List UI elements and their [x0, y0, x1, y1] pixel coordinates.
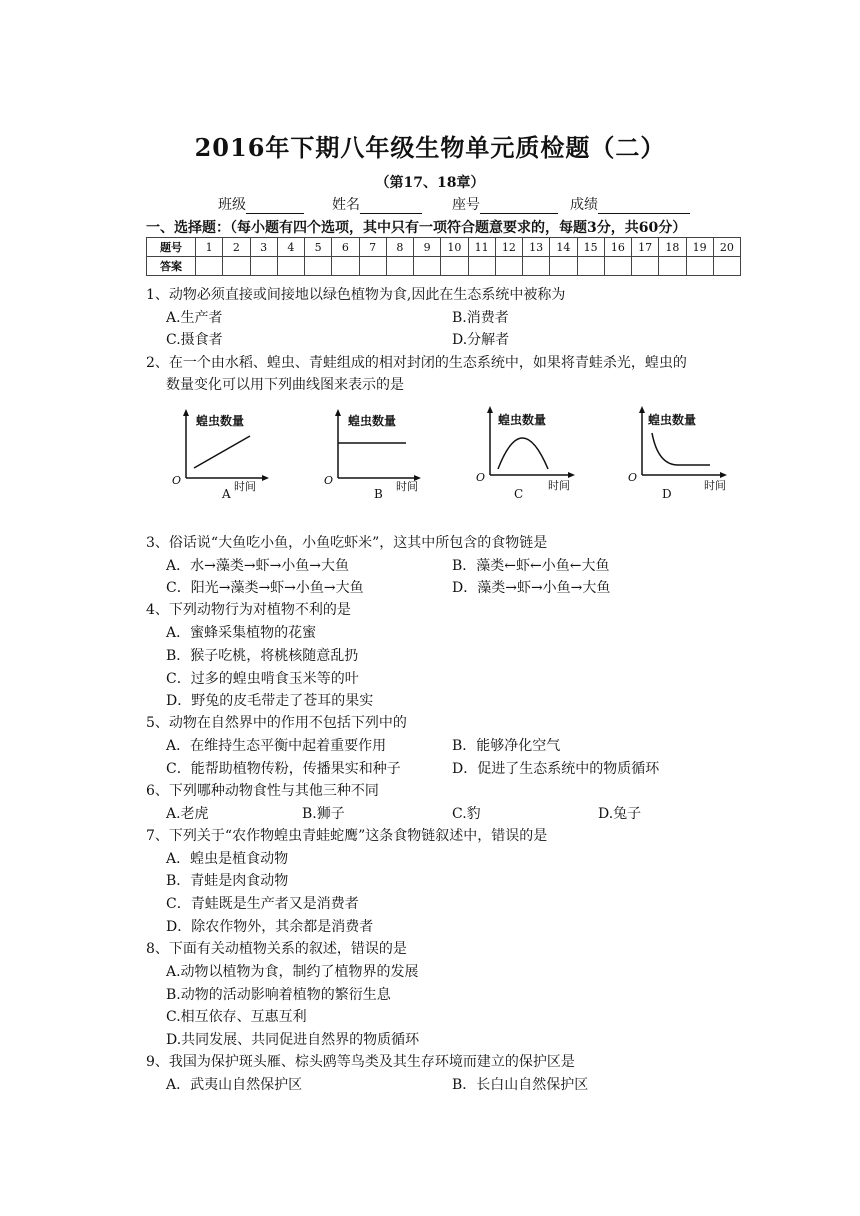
answer-cell[interactable]: [523, 257, 550, 276]
graph-a-origin: O: [172, 474, 182, 487]
table-cell-number: 3: [250, 238, 277, 257]
table-cell-number: 17: [632, 238, 659, 257]
question-5-option-b: B．能够净化空气: [452, 738, 561, 754]
name-label: 姓名: [332, 197, 360, 213]
table-cell-number: 20: [713, 238, 740, 257]
answer-cell[interactable]: [713, 257, 740, 276]
section-heading: 一、选择题：（每小题有四个选项，其中只有一项符合题意要求的，每题3分，共60分）: [146, 220, 687, 236]
answer-cell[interactable]: [604, 257, 631, 276]
question-6-option-b: B.狮子: [302, 806, 345, 822]
graph-c: [476, 405, 576, 501]
table-cell-number: 8: [386, 238, 413, 257]
graph-c-origin: O: [476, 471, 486, 484]
table-header-number: 题号: [147, 238, 196, 257]
answer-cell[interactable]: [495, 257, 522, 276]
question-5-stem: 5、动物在自然界中的作用不包括下列中的: [146, 715, 407, 731]
table-cell-number: 15: [577, 238, 604, 257]
table-cell-number: 13: [523, 238, 550, 257]
question-4-option-b: B．猴子吃桃，将桃核随意乱扔: [166, 648, 359, 664]
table-cell-number: 19: [686, 238, 713, 257]
graph-a-ylabel: 蝗虫数量: [196, 414, 245, 428]
question-6-option-c: C.豹: [452, 806, 481, 822]
table-cell-number: 5: [305, 238, 332, 257]
table-cell-number: 9: [414, 238, 441, 257]
graph-b-xlabel: 时间: [396, 480, 418, 493]
table-cell-number: 1: [196, 238, 223, 257]
class-field: [218, 194, 304, 214]
graph-c-letter: C: [514, 487, 524, 501]
answer-cell[interactable]: [332, 257, 359, 276]
graph-d-origin: O: [628, 471, 638, 484]
table-header-answer: 答案: [147, 257, 196, 276]
question-7-option-b: B．青蛙是肉食动物: [166, 873, 289, 889]
question-8-option-a: A.动物以植物为食，制约了植物界的发展: [166, 964, 419, 980]
question-7-option-c: C．青蛙既是生产者又是消费者: [166, 896, 359, 912]
answer-cell[interactable]: [577, 257, 604, 276]
graph-d: [628, 405, 728, 501]
seat-field: [452, 194, 558, 214]
question-1-stem: 1、动物必须直接或间接地以绿色植物为食,因此在生态系统中被称为: [146, 287, 566, 303]
class-blank[interactable]: [246, 199, 304, 214]
answer-cell[interactable]: [659, 257, 686, 276]
table-cell-number: 6: [332, 238, 359, 257]
question-3-stem: 3、俗话说“大鱼吃小鱼，小鱼吃虾米”，这其中所包含的食物链是: [146, 535, 548, 551]
question-2-stem-line1: 2、在一个由水稻、蝗虫、青蛙组成的相对封闭的生态系统中，如果将青蛙杀光，蝗虫的: [146, 355, 687, 371]
answer-cell[interactable]: [277, 257, 304, 276]
table-row: [147, 257, 741, 276]
page-subtitle: （第17、18章）: [375, 175, 485, 191]
graph-d-y-arrow: [639, 406, 645, 413]
question-4-option-d: D．野兔的皮毛带走了苍耳的果实: [166, 693, 374, 709]
table-cell-number: 4: [277, 238, 304, 257]
table-row: [147, 238, 741, 257]
page-title: 2016年下期八年级生物单元质检题（二）: [194, 133, 666, 162]
score-field: [570, 194, 690, 214]
answer-cell[interactable]: [250, 257, 277, 276]
question-4-option-c: C．过多的蝗虫啃食玉米等的叶: [166, 671, 359, 687]
question-6-option-a: A.老虎: [166, 806, 209, 822]
seat-label: 座号: [452, 197, 480, 213]
question-8-option-d: D.共同发展、共同促进自然界的物质循环: [166, 1032, 420, 1048]
graph-c-ylabel: 蝗虫数量: [498, 413, 547, 427]
question-2-stem-line2: 数量变化可以用下列曲线图来表示的是: [166, 377, 404, 393]
question-9-option-a: A．武夷山自然保护区: [166, 1077, 303, 1093]
question-5-option-c: C．能帮助植物传粉，传播果实和种子: [166, 761, 401, 777]
question-3-option-d: D．藻类→虾→小鱼→大鱼: [452, 580, 611, 596]
answer-cell[interactable]: [386, 257, 413, 276]
answer-cell[interactable]: [632, 257, 659, 276]
table-cell-number: 16: [604, 238, 631, 257]
question-6-stem: 6、下列哪种动物食性与其他三种不同: [146, 783, 379, 799]
graph-b-letter: B: [374, 487, 383, 501]
graph-a-y-arrow: [183, 409, 189, 416]
answer-cell[interactable]: [359, 257, 386, 276]
graph-c-y-arrow: [487, 406, 493, 413]
question-9-option-b: B．长白山自然保护区: [452, 1077, 589, 1093]
answer-cell[interactable]: [686, 257, 713, 276]
table-cell-number: 18: [659, 238, 686, 257]
graph-b-ylabel: 蝗虫数量: [348, 414, 397, 428]
graph-a-curve: [194, 436, 250, 468]
graph-a: [170, 408, 270, 500]
question-8-option-c: C.相互依存、互惠互利: [166, 1009, 307, 1025]
answer-table: [146, 237, 741, 276]
question-5-option-a: A．在维持生态平衡中起着重要作用: [166, 738, 387, 754]
table-cell-number: 2: [223, 238, 250, 257]
score-blank[interactable]: [598, 199, 690, 214]
score-label: 成绩: [570, 197, 598, 213]
question-8-stem: 8、下面有关动植物关系的叙述，错误的是: [146, 941, 407, 957]
question-4-option-a: A．蜜蜂采集植物的花蜜: [166, 625, 317, 641]
graph-a-letter: A: [222, 487, 231, 501]
class-label: 班级: [218, 197, 246, 213]
question-5-option-d: D．促进了生态系统中的物质循环: [452, 761, 660, 777]
question-3-option-c: C．阳光→藻类→虾→小鱼→大鱼: [166, 580, 364, 596]
table-cell-number: 7: [359, 238, 386, 257]
graph-b: [322, 408, 422, 500]
table-cell-number: 12: [495, 238, 522, 257]
answer-cell[interactable]: [414, 257, 441, 276]
answer-cell[interactable]: [223, 257, 250, 276]
table-cell-number: 14: [550, 238, 577, 257]
graph-a-x-arrow: [262, 475, 269, 481]
table-cell-number: 10: [441, 238, 468, 257]
question-4-stem: 4、下列动物行为对植物不利的是: [146, 602, 351, 618]
name-blank[interactable]: [360, 199, 422, 214]
question-7-option-d: D．除农作物外，其余都是消费者: [166, 919, 374, 935]
graph-c-curve: [498, 438, 548, 469]
answer-cell[interactable]: [196, 257, 223, 276]
seat-blank[interactable]: [480, 199, 558, 214]
question-1-option-a: A.生产者: [166, 310, 223, 326]
question-6-option-d: D.兔子: [598, 806, 642, 822]
question-7-option-a: A．蝗虫是植食动物: [166, 851, 289, 867]
question-3-option-b: B．藻类←虾←小鱼←大鱼: [452, 558, 610, 574]
answer-cell[interactable]: [468, 257, 495, 276]
graph-b-origin: O: [324, 474, 334, 487]
graph-d-curve: [652, 433, 710, 465]
graph-d-letter: D: [662, 487, 672, 501]
answer-cell[interactable]: [305, 257, 332, 276]
graph-a-xlabel: 时间: [234, 480, 256, 493]
answer-cell[interactable]: [550, 257, 577, 276]
table-cell-number: 11: [468, 238, 495, 257]
graph-d-ylabel: 蝗虫数量: [648, 413, 697, 427]
question-1-option-d: D.分解者: [452, 332, 510, 348]
name-field: [332, 194, 422, 214]
graph-c-xlabel: 时间: [548, 479, 570, 492]
answer-cell[interactable]: [441, 257, 468, 276]
question-3-option-a: A．水→藻类→虾→小鱼→大鱼: [166, 558, 350, 574]
question-1-option-c: C.摄食者: [166, 332, 223, 348]
graph-b-y-arrow: [335, 409, 341, 416]
graph-d-xlabel: 时间: [704, 479, 726, 492]
question-1-option-b: B.消费者: [452, 310, 509, 326]
question-9-stem: 9、我国为保护斑头雁、棕头鸥等鸟类及其生存环境而建立的保护区是: [146, 1054, 575, 1070]
question-7-stem: 7、下列关于“农作物蝗虫青蛙蛇鹰”这条食物链叙述中，错误的是: [146, 828, 548, 844]
question-8-option-b: B.动物的活动影响着植物的繁衍生息: [166, 987, 391, 1003]
